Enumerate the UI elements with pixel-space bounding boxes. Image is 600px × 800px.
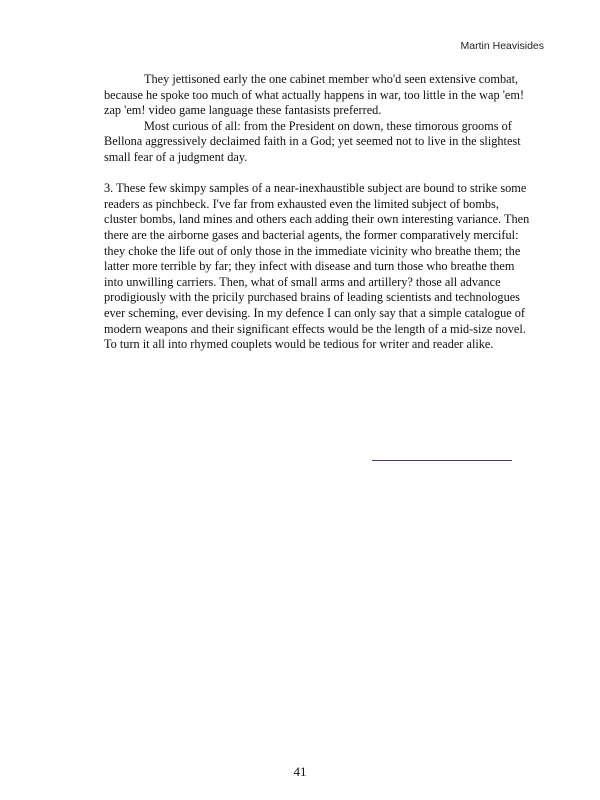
horizontal-rule — [372, 460, 512, 461]
page-number: 41 — [293, 764, 307, 779]
paragraph-cabinet-member: They jettisoned early the one cabinet member who'd seen extensive combat, because he spoke too much of what actually happens in war, too little in the wap 'em! zap 'em! video game language these fantasists preferred. — [104, 72, 525, 118]
body-text — [104, 72, 534, 353]
paragraph-note-3: 3. These few skimpy samples of a near-inexhaustible subject are bound to strike some readers as pinchbeck. I've far from exhausted even the limited subject of bombs, cluster bombs, land mines and others each adding their own interesting variance. Then there are the airborne gases and bacterial agents, the former comparatively merciful: they choke the life out of only those in the immediate vicinity who breathe them; the latter more terrible by far; they infect with disease and turn those who breathe them into unwilling carriers. Then, what of small arms and artillery? those all advance prodigiously with the pricily purchased brains of leading scientists and technologues ever scheming, ever devising. In my defence I can only say that a simple catalogue of modern weapons and their significant effects would be the length of a mid-size novel. To turn it all into rhymed couplets would be tedious for writer and reader alike. — [104, 181, 530, 352]
paragraph-gap — [104, 166, 534, 182]
running-header-author: Martin Heavisides — [460, 40, 544, 52]
paragraph-most-curious: Most curious of all: from the President on down, these timorous grooms of Bellona aggressively declaimed faith in a God; yet seemed not to live in the slightest small fear of a judgment day. — [104, 118, 521, 164]
